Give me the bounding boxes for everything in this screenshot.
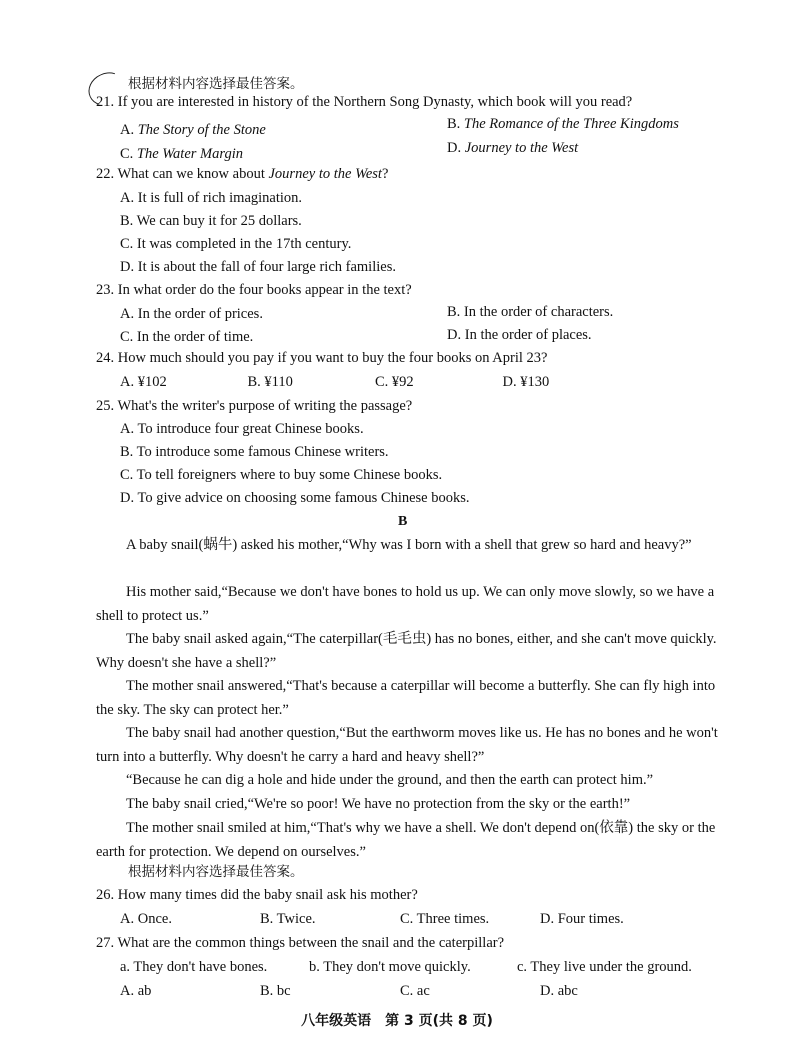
passage-paragraph: The mother snail answered,“That's because a caterpillar will become a butterfly. She can fly high into the sky. The sky can protect her.”	[96, 678, 716, 718]
instruction-bottom: 根据材料内容选择最佳答案。	[128, 864, 304, 880]
q25-option-c: C. To tell foreigners where to buy some Chinese books.	[120, 467, 443, 483]
q21-option-b: B. The Romance of the Three Kingdoms	[447, 116, 679, 132]
question-23: 23. In what order do the four books appear in the text?	[96, 282, 412, 298]
passage-paragraph: A baby snail(蜗牛) asked his mother,“Why was I born with a shell that grew so hard and heavy?”	[126, 537, 692, 553]
q23-option-a: A. In the order of prices.	[120, 306, 263, 322]
q23-option-b: B. In the order of characters.	[447, 304, 614, 320]
question-26: 26. How many times did the baby snail ask his mother?	[96, 887, 418, 903]
q26-option-b: B. Twice.	[260, 911, 316, 927]
q22-option-d: D. It is about the fall of four large rich families.	[120, 259, 396, 275]
q21-option-d: D. Journey to the West	[447, 140, 579, 156]
q25-option-b: B. To introduce some famous Chinese writers.	[120, 444, 389, 460]
q22-option-a: A. It is full of rich imagination.	[120, 190, 303, 206]
page-footer: 八年级英语 第 3 页(共 8 页)	[301, 1013, 493, 1029]
q25-option-a: A. To introduce four great Chinese books.	[120, 421, 364, 437]
q23-option-d: D. In the order of places.	[447, 327, 592, 343]
q24-option-b: B. ¥110	[247, 374, 293, 390]
q21-option-c: C. The Water Margin	[120, 146, 243, 162]
q24-option-a: A. ¥102	[120, 374, 167, 390]
q24-option-d: D. ¥130	[502, 374, 550, 390]
q22-option-b: B. We can buy it for 25 dollars.	[120, 213, 302, 229]
q25-option-d: D. To give advice on choosing some famous Chinese books.	[120, 490, 470, 506]
section-heading-b: B	[398, 514, 408, 529]
q27-options	[120, 981, 680, 1001]
q22-option-c: C. It was completed in the 17th century.	[120, 236, 352, 252]
passage-paragraph: The mother snail smiled at him,“That's why we have a shell. We don't depend on(依靠) the sky or the earth for protection. We depend on ourselves.”	[96, 820, 716, 860]
q27-option-d: D. abc	[540, 983, 578, 999]
question-24: 24. How much should you pay if you want to buy the four books on April 23?	[96, 350, 548, 366]
q26-option-d: D. Four times.	[540, 911, 624, 927]
q27-statement-c: c. They live under the ground.	[517, 959, 692, 975]
q24-options	[120, 372, 630, 392]
q26-options	[120, 909, 680, 929]
passage-paragraph: The baby snail asked again,“The caterpillar(毛毛虫) has no bones, either, and she can't move quickly. Why doesn't she have a shell?”	[96, 631, 717, 671]
question-22: 22. What can we know about Journey to the West?	[96, 166, 389, 182]
q23-option-c: C. In the order of time.	[120, 329, 254, 345]
q27-option-a: A. ab	[120, 983, 152, 999]
instruction-top: 根据材料内容选择最佳答案。	[128, 76, 304, 92]
question-27: 27. What are the common things between the snail and the caterpillar?	[96, 935, 505, 951]
q21-option-a: A. The Story of the Stone	[120, 122, 266, 138]
q27-option-b: B. bc	[260, 983, 291, 999]
passage-paragraph: The baby snail cried,“We're so poor! We have no protection from the sky or the earth!”	[126, 796, 631, 812]
passage-paragraph: “Because he can dig a hole and hide under the ground, and then the earth can protect him.”	[126, 772, 654, 788]
question-number: 21.	[96, 94, 115, 110]
question-stem: If you are interested in history of the Northern Song Dynasty, which book will you read?	[117, 94, 633, 110]
question-21	[96, 92, 632, 112]
q27-statement-a: a. They don't have bones.	[120, 959, 268, 975]
q24-option-c: C. ¥92	[375, 374, 414, 390]
passage-paragraph: His mother said,“Because we don't have bones to hold us up. We can only move slowly, so we have a shell to protect us.”	[96, 584, 715, 624]
q26-option-c: C. Three times.	[400, 911, 490, 927]
question-25: 25. What's the writer's purpose of writing the passage?	[96, 398, 413, 414]
q27-option-c: C. ac	[400, 983, 430, 999]
passage-paragraph: The baby snail had another question,“But the earthworm moves like us. He has no bones and he won't turn into a butterfly. Why doesn't he carry a hard and heavy shell?”	[96, 725, 718, 765]
q26-option-a: A. Once.	[120, 911, 172, 927]
q27-statement-b: b. They don't move quickly.	[309, 959, 471, 975]
